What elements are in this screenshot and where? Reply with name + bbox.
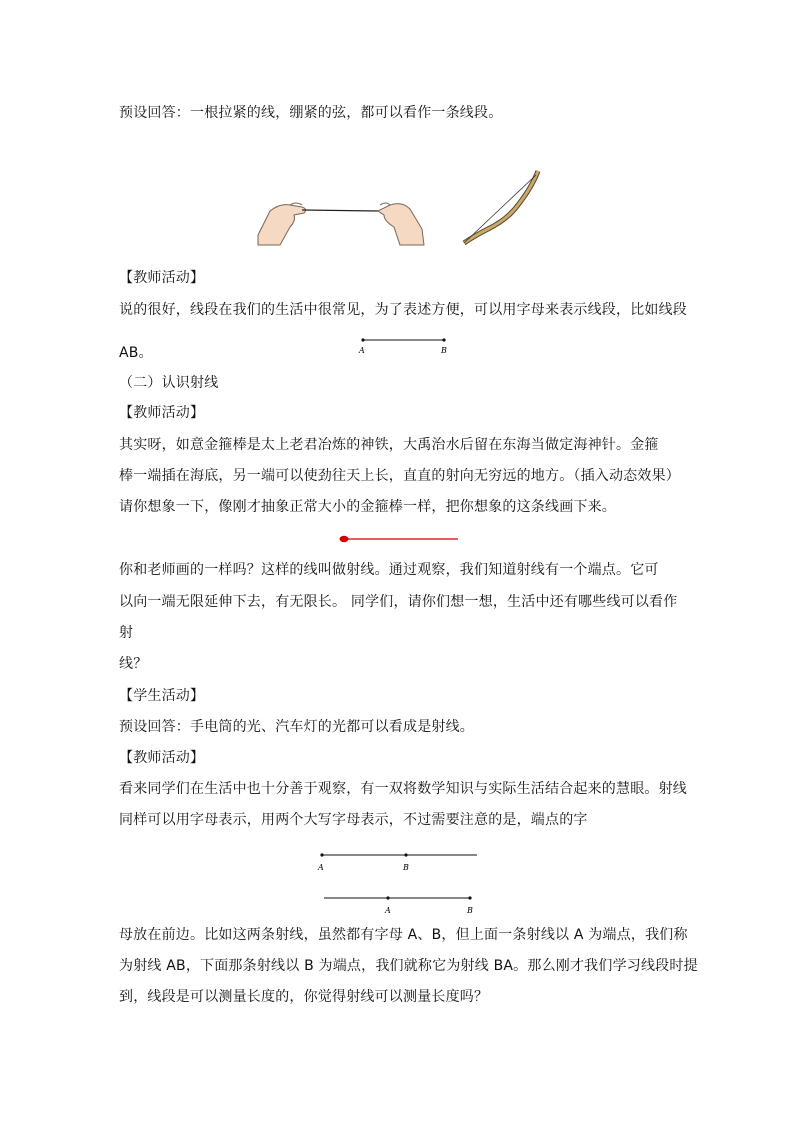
string-and-bow-illustration xyxy=(250,165,550,250)
segment-ab-text: AB。 xyxy=(119,345,153,361)
segment-description-line: 说的很好，线段在我们的生活中很常见，为了表述方便，可以用字母来表示线段，比如线段 xyxy=(119,302,687,318)
ray-notation-line-4: 为射线 AB，下面那条射线以 B 为端点，我们就称它为射线 BA。那么刚才我们学习线段时提 xyxy=(119,958,698,974)
red-ray-figure xyxy=(338,532,463,546)
teacher-activity-heading-3: 【教师活动】 xyxy=(119,750,205,766)
ray-ba-label-b: B xyxy=(467,906,473,915)
ray-notation-line-2: 同样可以用字母表示，用两个大写字母表示，不过需要注意的是，端点的字 xyxy=(119,812,588,828)
teacher-activity-heading-1: 【教师活动】 xyxy=(119,270,205,286)
ray-ab-label-a: A xyxy=(318,863,324,872)
segment-label-b: B xyxy=(441,346,447,355)
ray-notation-line-3: 母放在前边。比如这两条射线，虽然都有字母 A、B，但上面一条射线以 A 为端点，我们称 xyxy=(119,927,688,943)
story-line-2: 棒一端插在海底，另一端可以使劲往天上长，直直的射向无穷远的地方。（插入动态效果） xyxy=(119,468,680,484)
answer-segment-line: 预设回答：一根拉紧的线，绷紧的弦，都可以看作一条线段。 xyxy=(119,105,503,121)
taut-string xyxy=(302,210,378,211)
ray-ba-figure xyxy=(320,891,475,917)
left-hand xyxy=(258,203,306,245)
student-activity-heading: 【学生活动】 xyxy=(119,688,205,704)
story-line-3: 请你想象一下，像刚才抽象正常大小的金箍棒一样，把你想象的这条线画下来。 xyxy=(119,499,616,515)
ray-ab-label-b: B xyxy=(403,863,409,872)
teacher-activity-heading-2: 【教师活动】 xyxy=(119,405,205,421)
ray-ba-label-a: A xyxy=(385,906,391,915)
segment-ab-figure xyxy=(358,334,453,356)
student-answer-line: 预设回答：手电筒的光、汽车灯的光都可以看成是射线。 xyxy=(119,719,474,735)
ray-explanation-line-4: 线？ xyxy=(119,656,148,672)
section-heading-ray: （二）认识射线 xyxy=(119,375,219,391)
ray-explanation-line-3: 射 xyxy=(119,625,134,641)
story-line-1: 其实呀，如意金箍棒是太上老君冶炼的神铁，大禹治水后留在东海当做定海神针。金箍 xyxy=(119,437,659,453)
ray-measure-question: 到，线段是可以测量长度的，你觉得射线可以测量长度吗？ xyxy=(119,989,489,1005)
ray-ab-figure xyxy=(316,848,481,874)
ray-notation-line-1: 看来同学们在生活中也十分善于观察，有一双将数学知识与实际生活结合起来的慧眼。射线 xyxy=(119,781,687,797)
ray-explanation-line-2: 以向一端无限延伸下去，有无限长。 同学们，请你们想一想，生活中还有哪些线可以看作 xyxy=(119,594,678,610)
segment-label-a: A xyxy=(359,346,365,355)
ray-explanation-line-1: 你和老师画的一样吗？这样的线叫做射线。通过观察，我们知道射线有一个端点。它可 xyxy=(119,562,659,578)
right-hand xyxy=(378,203,424,245)
bow-drawing xyxy=(464,171,538,243)
